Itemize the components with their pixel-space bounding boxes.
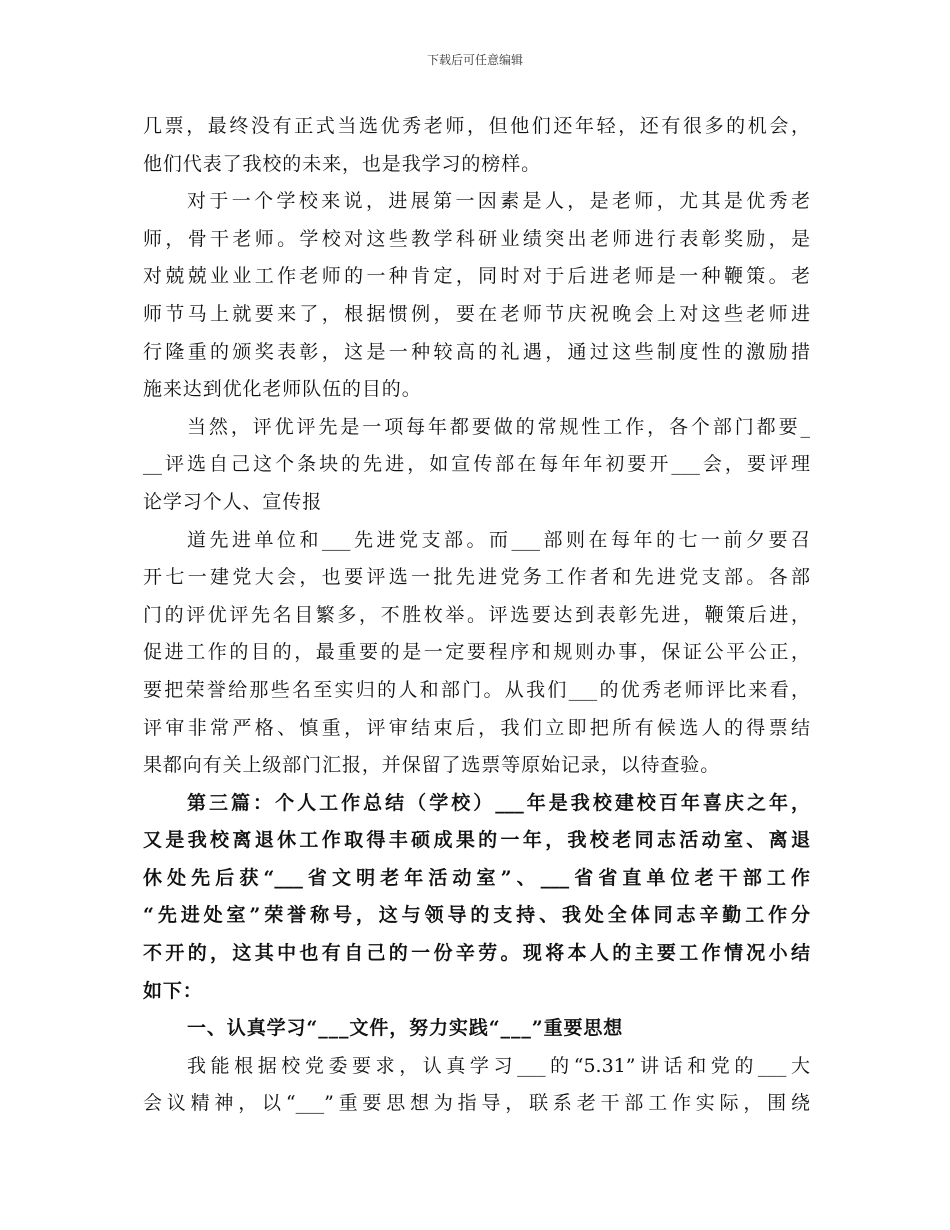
page-header: 下载后可任意编辑 bbox=[426, 53, 523, 67]
text-line: 会议精神，以“___”重要思想为指导，联系老干部工作实际，围绕 bbox=[143, 1092, 810, 1115]
text-line: 开七一建党大会，也要评选一批先进党务工作者和先进党支部。各部 bbox=[143, 566, 810, 589]
text-line: 对于一个学校来说，进展第一因素是人，是老师，尤其是优秀老 bbox=[187, 190, 810, 213]
bold-text-line: 不开的，这其中也有自己的一份辛劳。现将本人的主要工作情况小结 bbox=[143, 942, 810, 965]
text-line: 门的评优评先名目繁多，不胜枚举。评选要达到表彰先进，鞭策后进， bbox=[143, 603, 810, 626]
bold-text-line: “先进处室”荣誉称号，这与领导的支持、我处全体同志辛勤工作分 bbox=[143, 904, 810, 927]
text-line: 我能根据校党委要求，认真学习___的“5.31”讲话和党的___大 bbox=[187, 1054, 810, 1077]
bold-text-line: 又是我校离退休工作取得丰硕成果的一年，我校老同志活动室、离退 bbox=[143, 829, 810, 852]
bold-text-line: 一、认真学习“___文件，努力实践“___”重要思想 bbox=[187, 1017, 624, 1040]
bold-text-line: 第三篇：个人工作总结（学校）___年是我校建校百年喜庆之年， bbox=[187, 791, 810, 814]
text-line: 行隆重的颁奖表彰，这是一种较高的礼遇，通过这些制度性的激励措 bbox=[143, 340, 810, 363]
text-line: 施来达到优化老师队伍的目的。 bbox=[143, 378, 422, 401]
text-line: __评选自己这个条块的先进，如宣传部在每年年初要开___会，要评理 bbox=[143, 453, 810, 476]
text-line: 评审非常严格、慎重，评审结束后，我们立即把所有候选人的得票结 bbox=[143, 716, 810, 739]
text-line: 几票，最终没有正式当选优秀老师，但他们还年轻，还有很多的机会， bbox=[143, 115, 810, 137]
text-line: 要把荣誉给那些名至实归的人和部门。从我们___的优秀老师评比来看， bbox=[143, 678, 810, 701]
text-line: 道先进单位和___先进党支部。而___部则在每年的七一前夕要召 bbox=[187, 528, 810, 551]
text-line: 论学习个人、宣传报 bbox=[143, 490, 323, 513]
text-line: 促进工作的目的，最重要的是一定要程序和规则办事，保证公平公正， bbox=[143, 641, 810, 664]
document-body bbox=[143, 108, 810, 1123]
text-line: 当然，评优评先是一项每年都要做的常规性工作，各个部门都要_ bbox=[187, 415, 810, 438]
text-line: 师节马上就要来了，根据惯例，要在老师节庆祝晚会上对这些老师进 bbox=[143, 302, 810, 325]
text-line: 果都向有关上级部门汇报，并保留了选票等原始记录，以待查验。 bbox=[143, 754, 721, 777]
bold-text-line: 如下： bbox=[143, 979, 203, 1002]
bold-text-line: 休处先后获“___省文明老年活动室”、___省省直单位老干部工作 bbox=[143, 866, 810, 889]
text-line: 他们代表了我校的未来，也是我学习的榜样。 bbox=[143, 152, 542, 175]
text-line: 对兢兢业业工作老师的一种肯定，同时对于后进老师是一种鞭策。老 bbox=[143, 265, 810, 288]
text-line: 师，骨干老师。学校对这些教学科研业绩突出老师进行表彰奖励，是 bbox=[143, 227, 810, 250]
